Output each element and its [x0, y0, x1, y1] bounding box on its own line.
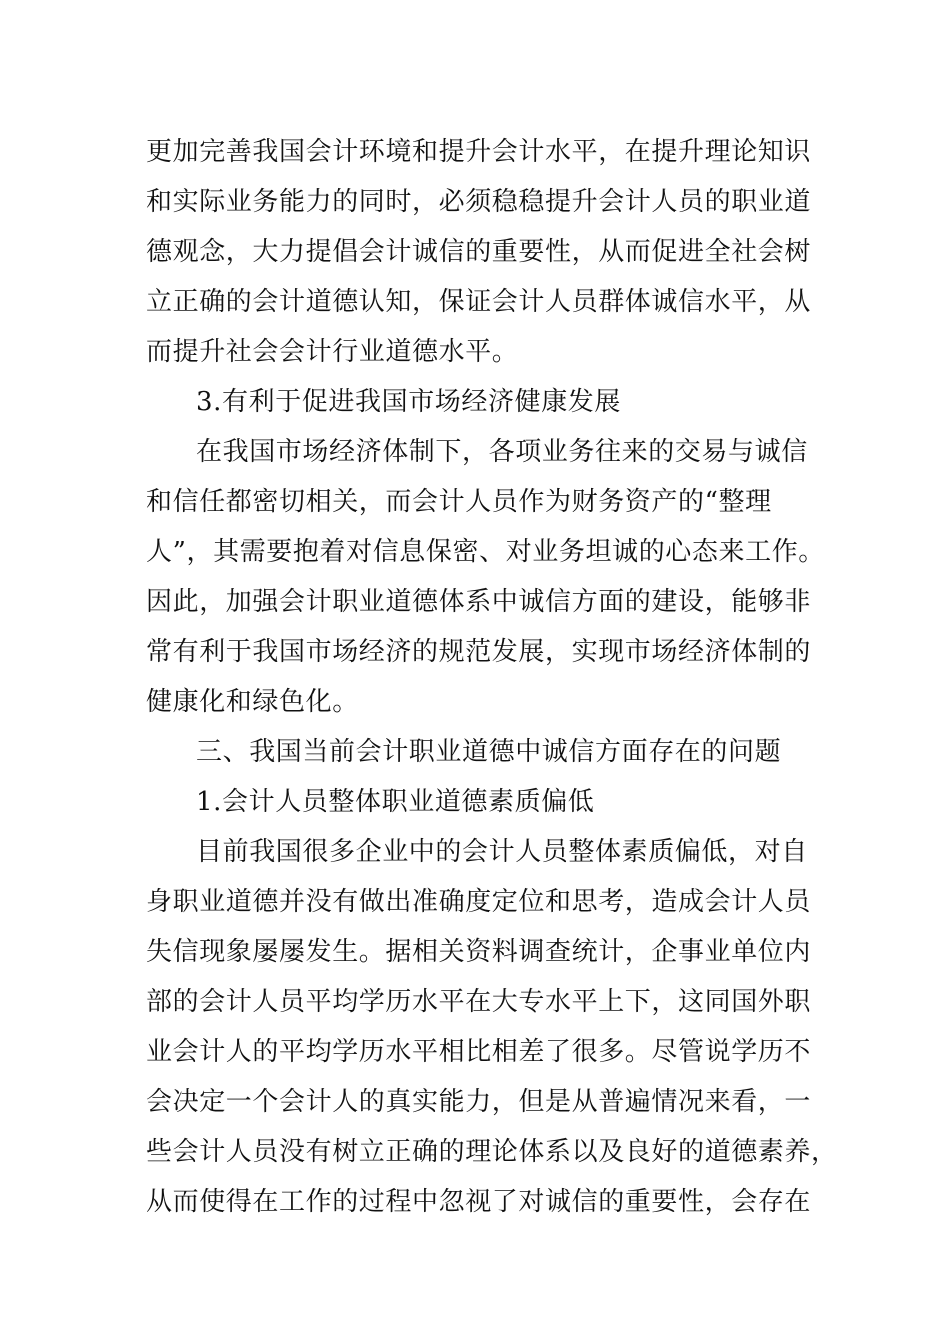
paragraph-line: 因此，加强会计职业道德体系中诚信方面的建设，能够非 — [146, 587, 812, 617]
paragraph-line: 立正确的会计道德认知，保证会计人员群体诚信水平，从 — [146, 287, 812, 317]
paragraph-line: 些会计人员没有树立正确的理论体系以及良好的道德素养， — [146, 1137, 838, 1167]
paragraph-line: 而提升社会会计行业道德水平。 — [146, 337, 519, 367]
section-heading: 1.会计人员整体职业道德素质偏低 — [196, 787, 595, 817]
paragraph-line: 人”，其需要抱着对信息保密、对业务坦诚的心态来工作。 — [146, 537, 825, 567]
paragraph-line: 更加完善我国会计环境和提升会计水平，在提升理论知识 — [146, 137, 812, 167]
paragraph-line: 会决定一个会计人的真实能力，但是从普遍情况来看，一 — [146, 1087, 812, 1117]
paragraph-line: 身职业道德并没有做出准确度定位和思考，造成会计人员 — [146, 887, 812, 917]
paragraph-line: 健康化和绿色化。 — [146, 687, 359, 717]
paragraph-first-line: 在我国市场经济体制下，各项业务往来的交易与诚信 — [196, 437, 808, 467]
paragraph-line: 和信任都密切相关，而会计人员作为财务资产的“整理 — [146, 487, 772, 517]
paragraph-line: 常有利于我国市场经济的规范发展，实现市场经济体制的 — [146, 637, 812, 667]
paragraph-line: 从而使得在工作的过程中忽视了对诚信的重要性，会存在 — [146, 1187, 812, 1217]
paragraph-line: 德观念，大力提倡会计诚信的重要性，从而促进全社会树 — [146, 237, 812, 267]
paragraph-line: 业会计人的平均学历水平相比相差了很多。尽管说学历不 — [146, 1037, 812, 1067]
document-body — [146, 127, 838, 1227]
chapter-heading: 三、我国当前会计职业道德中诚信方面存在的问题 — [196, 737, 782, 767]
section-heading: 3.有利于促进我国市场经济健康发展 — [196, 387, 622, 417]
paragraph-first-line: 目前我国很多企业中的会计人员整体素质偏低，对自 — [196, 837, 808, 867]
paragraph-line: 部的会计人员平均学历水平在大专水平上下，这同国外职 — [146, 987, 812, 1017]
paragraph-line: 失信现象屡屡发生。据相关资料调查统计，企事业单位内 — [146, 937, 812, 967]
paragraph-line: 和实际业务能力的同时，必须稳稳提升会计人员的职业道 — [146, 187, 812, 217]
